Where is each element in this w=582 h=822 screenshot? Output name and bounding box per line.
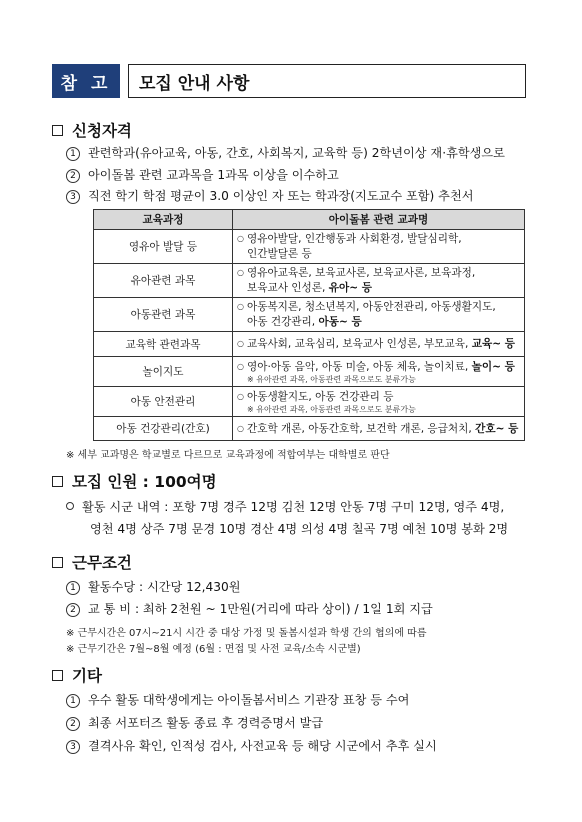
section-conditions — [52, 551, 132, 573]
section-quota — [52, 470, 217, 492]
circled-number: 1 — [66, 694, 80, 708]
circle-bullet-icon: ○ — [237, 361, 244, 371]
section-etc — [52, 664, 102, 686]
section-title: 신청자격 — [72, 122, 132, 140]
circled-number: 1 — [66, 147, 80, 161]
table-footnote: ※ 세부 교과명은 학교별로 다르므로 교육과정에 적합여부는 대학별로 판단 — [66, 450, 390, 461]
qualification-item-2: 2 아이돌봄 관련 교과목을 1과목 이상을 이수하고 — [66, 166, 339, 183]
row-category: 영유아 발달 등 — [94, 230, 233, 264]
header-subjects: 아이돌봄 관련 교과명 — [233, 210, 525, 230]
square-bullet-icon — [52, 125, 63, 136]
table-row — [94, 264, 525, 298]
quota-line-2: 영천 4명 상주 7명 문경 10명 경산 4명 의성 4명 칠곡 7명 예천 10명 봉화 2명 — [90, 522, 509, 536]
row-category: 아동관련 과목 — [94, 298, 233, 332]
row-subjects: ○ 교육사회, 교육심리, 보육교사 인성론, 부모교육, 교육~ 등 — [233, 332, 525, 357]
conditions-note-2: ※ 근무기간은 7월~8월 예정 (6월 : 면접 및 사전 교육/소속 시군별) — [66, 644, 361, 655]
circle-bullet-icon: ○ — [237, 391, 244, 401]
row-subjects: ○ 영유아발달, 인간행동과 사회환경, 발달심리학, 인간발달론 등 — [233, 230, 525, 264]
section-title: 모집 인원 : 100여명 — [72, 473, 217, 491]
row-category: 놀이지도 — [94, 357, 233, 387]
etc-item-2: 2 최종 서포터즈 활동 종료 후 경력증명서 발급 — [66, 714, 323, 731]
circle-bullet-icon: ○ — [237, 423, 244, 433]
row-subjects: ○ 영유아교육론, 보육교사론, 보육교사론, 보육과정, 보육교사 인성론, 유아~ 등 — [233, 264, 525, 298]
reference-tag: 참 고 — [52, 64, 120, 98]
qualification-item-3: 3 직전 학기 학점 평균이 3.0 이상인 자 또는 학과장(지도교수 포함) 추천서 — [66, 187, 474, 204]
square-bullet-icon — [52, 476, 63, 487]
circled-number: 3 — [66, 740, 80, 754]
row-category: 아동 건강관리(간호) — [94, 417, 233, 441]
circle-bullet-icon: ○ — [237, 339, 244, 348]
square-bullet-icon — [52, 670, 63, 681]
table-row — [94, 357, 525, 387]
table-row — [94, 230, 525, 264]
etc-item-3: 3 결격사유 확인, 인적성 검사, 사전교육 등 해당 시군에서 추후 실시 — [66, 737, 437, 754]
row-subjects: ○ 아동생활지도, 아동 건강관리 등 ※ 유아관련 과목, 아동관련 과목으로도 분류가능 — [233, 387, 525, 417]
table-row — [94, 387, 525, 417]
row-subjects: ○ 간호학 개론, 아동간호학, 보건학 개론, 응급처치, 간호~ 등 — [233, 417, 525, 441]
table-row — [94, 298, 525, 332]
circled-number: 2 — [66, 717, 80, 731]
circled-number: 3 — [66, 190, 80, 204]
row-subjects: ○ 아동복지론, 청소년복지, 아동안전관리, 아동생활지도, 아동 건강관리, 아동~ 등 — [233, 298, 525, 332]
conditions-item-2: 2 교 통 비 : 최하 2천원 ~ 1만원(거리에 따라 상이) / 1일 1회 지급 — [66, 600, 433, 617]
table-row — [94, 417, 525, 441]
table-header-row — [94, 210, 525, 230]
circled-number: 2 — [66, 169, 80, 183]
circled-number: 1 — [66, 581, 80, 595]
curriculum-table — [93, 209, 525, 441]
conditions-item-1: 1 활동수당 : 시간당 12,430원 — [66, 578, 241, 595]
square-bullet-icon — [52, 557, 63, 568]
table-row — [94, 332, 525, 357]
circle-bullet-icon — [66, 502, 74, 510]
conditions-note-1: ※ 근무시간은 07시~21시 시간 중 대상 가정 및 돌봄시설과 학생 간의 협의에 따름 — [66, 628, 427, 639]
row-category: 아동 안전관리 — [94, 387, 233, 417]
section-title: 근무조건 — [72, 554, 132, 572]
row-category: 유아관련 과목 — [94, 264, 233, 298]
qualification-item-1: 1 관련학과(유아교육, 아동, 간호, 사회복지, 교육학 등) 2학년이상 재·휴학생으로 — [66, 144, 505, 161]
header-category: 교육과정 — [94, 210, 233, 230]
circle-bullet-icon: ○ — [237, 268, 244, 277]
section-title: 기타 — [72, 667, 102, 685]
row-subjects: ○ 영아·아동 음악, 아동 미술, 아동 체육, 놀이치료, 놀이~ 등 ※ 유아관련 과목, 아동관련 과목으로도 분류가능 — [233, 357, 525, 387]
circle-bullet-icon: ○ — [237, 302, 244, 311]
circled-number: 2 — [66, 603, 80, 617]
page-header — [52, 64, 526, 98]
circle-bullet-icon: ○ — [237, 234, 244, 243]
page-title: 모집 안내 사항 — [128, 64, 526, 98]
section-qualification — [52, 119, 132, 141]
quota-line-1: 활동 시군 내역 : 포항 7명 경주 12명 김천 12명 안동 7명 구미 12명, 영주 4명, — [66, 498, 504, 515]
row-category: 교육학 관련과목 — [94, 332, 233, 357]
etc-item-1: 1 우수 활동 대학생에게는 아이돌봄서비스 기관장 표창 등 수여 — [66, 691, 409, 708]
